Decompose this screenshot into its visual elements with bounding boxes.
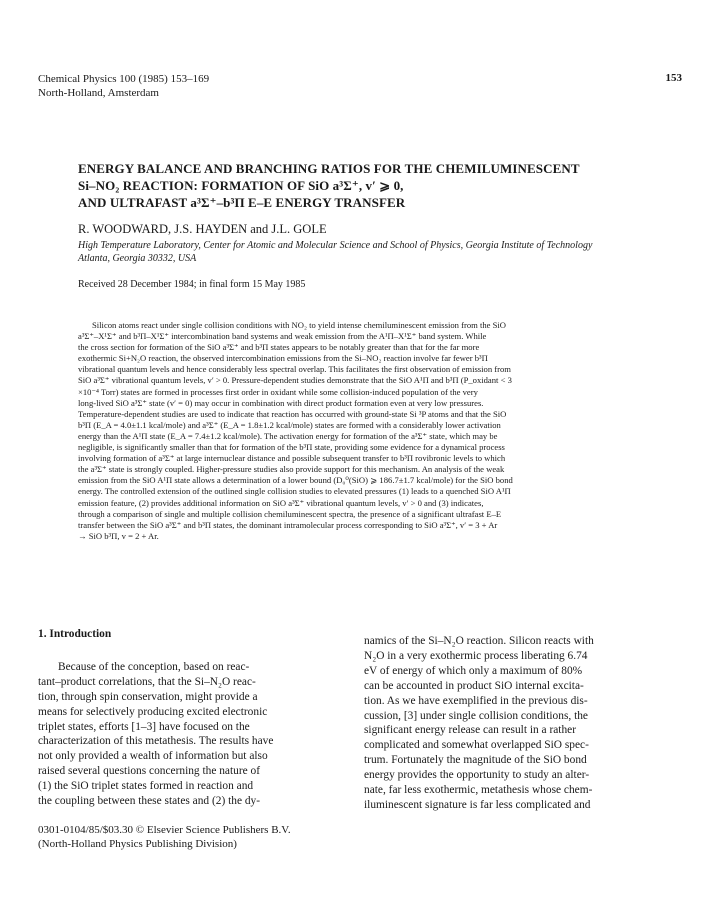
title-line: ENERGY BALANCE AND BRANCHING RATIOS FOR THE CHEMILUMINESCENT (78, 161, 580, 176)
body-line: significant energy release can result in a rather (364, 724, 577, 737)
abstract-line: ×10⁻⁴ Torr) states are formed in processes first order in oxidant while some collision-induced population of the very (78, 386, 478, 397)
body-line: trum. Fortunately the magnitude of the SiO bond (364, 754, 587, 767)
abstract-line: the cross section for formation of the SiO a³Σ⁺ and b³Π states appears to be notably greater than that for the far more (78, 342, 480, 353)
abstract-line: through a comparison of single and multiple collision chemiluminescent spectra, the presence of a significant ultrafast E–E (78, 508, 502, 519)
body-line: Because of the conception, based on reac- (58, 660, 250, 673)
body-line: energy provides the opportunity to study an alter- (364, 769, 590, 782)
abstract-line: emission from the SiO A¹Π state allows a determination of a lower bound (D₀⁰(SiO) ⩾ 186.7±1.7 kcal/mole) for the SiO bond (78, 475, 513, 486)
abstract-line: transfer between the SiO a³Σ⁺ and b³Π states, the dominant intramolecular process corresponding to SiO a³Σ⁺, v′ = 3 + Ar (78, 519, 498, 530)
body-line: N₂O in a very exothermic process liberating 6.74 (364, 649, 588, 662)
body-line: tant–product correlations, that the Si–N₂O reac- (38, 675, 256, 688)
title-line: Si–NO₂ REACTION: FORMATION OF SiO a³Σ⁺, v′ ⩾ 0, (78, 178, 404, 193)
body-line: complicated and somewhat overlapped SiO spec- (364, 739, 589, 752)
body-line: (1) the SiO triplet states formed in reaction and (38, 780, 254, 793)
abstract-line: Temperature-dependent studies are used to indicate that reaction has occurred with ground-state Si ³P atoms and that the SiO (78, 408, 507, 419)
body-line: characterization of this metathesis. The results have (38, 735, 274, 748)
right-column (364, 634, 682, 813)
authors: R. WOODWARD, J.S. HAYDEN and J.L. GOLE (78, 222, 327, 236)
abstract-line: a³Σ⁺–X¹Σ⁺ and b³Π–X¹Σ⁺ intercombination band systems and weak emission from the A¹Π–X¹Σ⁺ band system. While (78, 331, 487, 342)
abstract-line: involving formation of a³Σ⁺ at large internuclear distance and possible subsequent transfer to b³Π rovibronic levels to which (78, 453, 506, 464)
abstract-line: long-lived SiO a³Σ⁺ state (v′ = 0) may occur in combination with direct product formation even at very low pressures. (78, 397, 484, 408)
abstract-line: → SiO b³Π, v = 2 + Ar. (78, 530, 159, 541)
body-line: eV of energy of which only a maximum of 80% (364, 664, 583, 677)
abstract-line: energy. The controlled extension of the outlined single collision studies to elevated pressures (1) leads to a quenched SiO A¹Π (78, 486, 511, 497)
paper-title (78, 160, 678, 211)
abstract-line: b³Π (E_A = 4.0±1.1 kcal/mole) and a³Σ⁺ (E_A = 1.8±1.2 kcal/mole) states are formed with a considerably lower activation (78, 419, 501, 430)
intro-paragraph (38, 660, 356, 809)
body-line: raised several questions concerning the nature of (38, 765, 261, 778)
body-line: tion, through spin conservation, might provide a (38, 690, 258, 703)
section-heading: 1. Introduction (38, 628, 112, 640)
body-line: can be accounted in product SiO internal excita- (364, 679, 584, 692)
body-line: cussion, [3] under single collision conditions, the (364, 709, 588, 722)
abstract-line: negligible, is significantly smaller than that for formation of the b³Π state, providing some evidence for a dynamical process (78, 442, 505, 453)
copyright-line: (North-Holland Physics Publishing Division) (38, 838, 237, 850)
title-line: AND ULTRAFAST a³Σ⁺–b³Π E–E ENERGY TRANSFER (78, 195, 406, 210)
copyright-notice (38, 823, 291, 851)
abstract-line: exothermic Si+N₂O reaction, the observed intercombination emissions from the Si–NO₂ reaction involve far fewer b³Π (78, 353, 488, 364)
body-line: triplet states, efforts [1–3] have focused on the (38, 720, 250, 733)
abstract-line: Silicon atoms react under single collision conditions with NO₂ to yield intense chemiluminescent emission from the SiO (92, 320, 506, 330)
affiliation-line: High Temperature Laboratory, Center for Atomic and Molecular Science and School of Physics, Georgia Institute of Technology (78, 240, 593, 251)
received-dates: Received 28 December 1984; in final form 15 May 1985 (78, 279, 306, 290)
body-line: nate, far less exothermic, metathesis whose chem- (364, 784, 593, 797)
page-number: 153 (665, 72, 682, 84)
body-line: the coupling between these states and (2) the dy- (38, 795, 261, 808)
body-line: namics of the Si–N₂O reaction. Silicon reacts with (364, 635, 594, 647)
publisher: North-Holland, Amsterdam (38, 87, 159, 99)
intro-paragraph-continued (364, 634, 682, 813)
affiliation (78, 240, 698, 265)
abstract-line: the a³Σ⁺ state is strongly coupled. Higher-pressure studies also provide support for this mechanism. An analysis of the weak (78, 464, 505, 475)
abstract-line: vibrational quantum levels and hence considerably less spectral overlap. This facilitates the first observation of emission from (78, 364, 511, 375)
body-line: means for selectively producing excited electronic (38, 705, 268, 718)
journal-citation: Chemical Physics 100 (1985) 153–169 (38, 73, 210, 85)
abstract (78, 320, 684, 542)
affiliation-line: Atlanta, Georgia 30332, USA (78, 252, 197, 264)
body-line: not only provided a wealth of information but also (38, 750, 268, 763)
copyright-line: 0301-0104/85/$03.30 © Elsevier Science Publishers B.V. (38, 824, 291, 836)
left-column (38, 627, 356, 809)
body-line: tion. As we have exemplified in the previous dis- (364, 694, 588, 707)
abstract-line: emission feature, (2) provides additional information on SiO a³Σ⁺ vibrational quantum levels, v′ > 0 and (3) indicates, (78, 497, 484, 508)
body-line: iluminescent signature is far less complicated and (364, 798, 591, 811)
abstract-line: SiO a³Σ⁺ vibrational quantum levels, v′ > 0. Pressure-dependent studies demonstrate that the SiO A¹Π and b³Π (P_oxidant < 3 (78, 375, 512, 386)
abstract-line: energy than the A¹Π state (E_A = 7.4±1.2 kcal/mole). The activation energy for formation of the a³Σ⁺ state, which may be (78, 430, 498, 441)
journal-header (38, 72, 209, 100)
